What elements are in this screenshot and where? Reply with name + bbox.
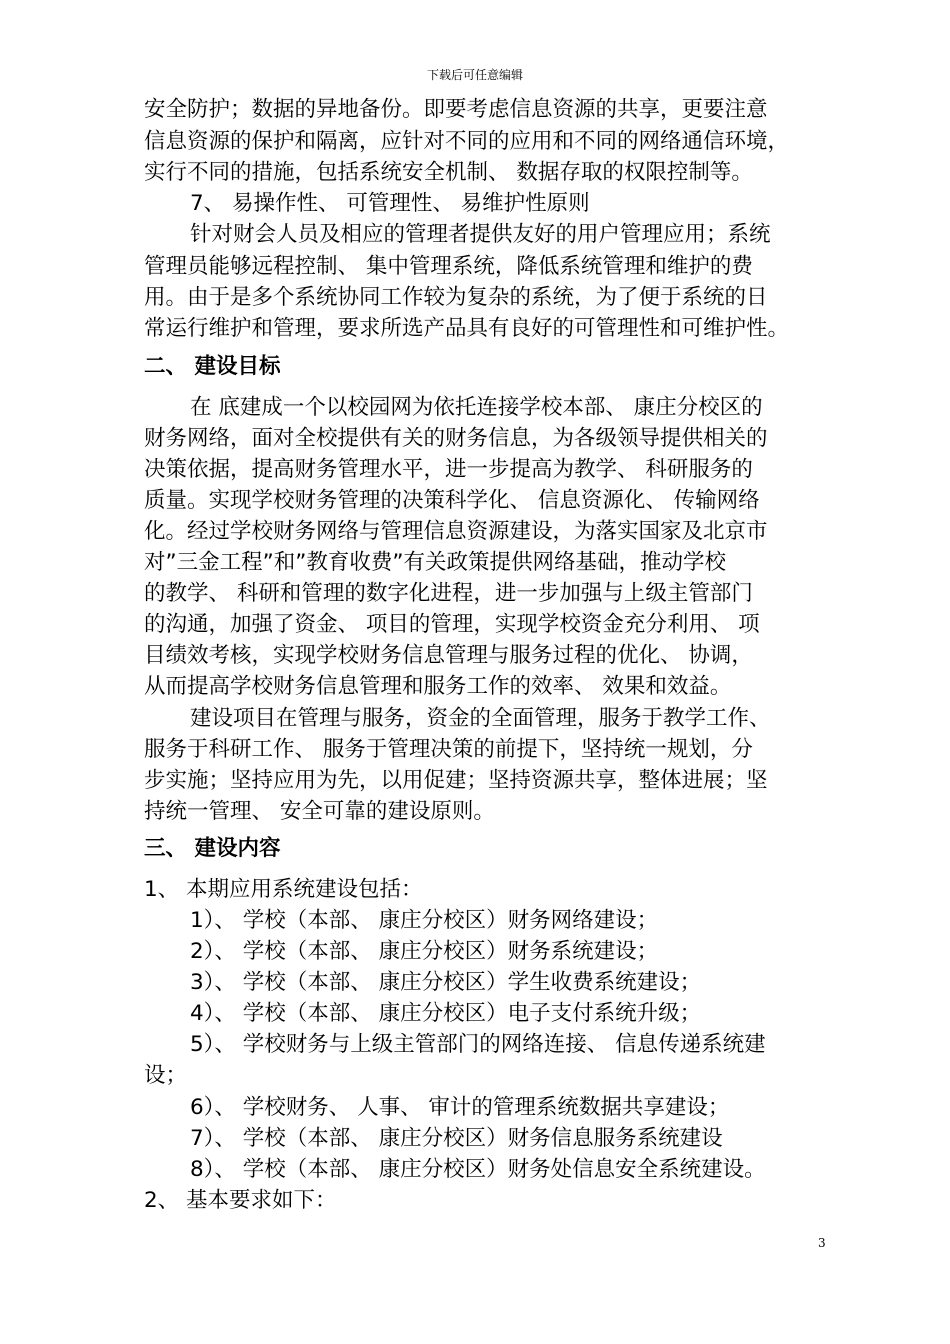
- text-line: 针对财会人员及相应的管理者提供友好的用户管理应用；系统: [190, 222, 771, 247]
- text-line: 步实施；坚持应用为先，以用促建；坚持资源共享，整体进展；坚: [144, 768, 768, 793]
- list-item: 设；: [144, 1063, 188, 1088]
- page-header: 下载后可任意编辑: [426, 68, 523, 82]
- section-heading: 三、 建设内容: [144, 836, 281, 861]
- list-item: 6）、 学校财务、 人事、 审计的管理系统数据共享建设；: [190, 1095, 730, 1120]
- text-line: 化。经过学校财务网络与管理信息资源建设，为落实国家及北京市: [144, 519, 768, 544]
- list-item: 5）、 学校财务与上级主管部门的网络连接、 信息传递系统建: [190, 1032, 766, 1057]
- text-line: 用。由于是多个系统协同工作较为复杂的系统，为了便于系统的日: [144, 285, 768, 310]
- text-line: 从而提高学校财务信息管理和服务工作的效率、 效果和效益。: [144, 674, 732, 699]
- text-line: 管理员能够远程控制、 集中管理系统，降低系统管理和维护的费: [144, 254, 753, 279]
- text-line: 对”三金工程”和”教育收费”有关政策提供网络基础，推动学校: [144, 550, 727, 575]
- text-line: 建设项目在管理与服务，资金的全面管理，服务于教学工作、: [190, 706, 771, 731]
- text-line: 质量。实现学校财务管理的决策科学化、 信息资源化、 传输网络: [144, 488, 760, 513]
- text-line: 7、 易操作性、 可管理性、 易维护性原则: [190, 191, 590, 216]
- text-line: 决策依据，提高财务管理水平，进一步提高为教学、 科研服务的: [144, 457, 753, 482]
- text-line: 目绩效考核，实现学校财务信息管理与服务过程的优化、 协调，: [144, 643, 753, 668]
- text-line: 财务网络，面对全校提供有关的财务信息，为各级领导提供相关的: [144, 426, 768, 451]
- text-line: 实行不同的措施，包括系统安全机制、 数据存取的权限控制等。: [144, 160, 753, 185]
- section-heading: 二、 建设目标: [144, 354, 281, 379]
- text-line: 在 底建成一个以校园网为依托连接学校本部、 康庄分校区的: [190, 395, 763, 420]
- text-line: 信息资源的保护和隔离，应针对不同的应用和不同的网络通信环境，: [144, 129, 790, 154]
- list-item: 1、 本期应用系统建设包括：: [144, 877, 423, 902]
- page-number: 3: [818, 1236, 826, 1250]
- text-line: 常运行维护和管理，要求所选产品具有良好的可管理性和可维护性。: [144, 316, 790, 341]
- text-line: 的沟通，加强了资金、 项目的管理，实现学校资金充分利用、 项: [144, 612, 760, 637]
- list-item: 2）、 学校（本部、 康庄分校区）财务系统建设；: [190, 939, 659, 964]
- text-line: 服务于科研工作、 服务于管理决策的前提下，坚持统一规划，分: [144, 737, 753, 762]
- list-item: 1）、 学校（本部、 康庄分校区）财务网络建设；: [190, 908, 659, 933]
- text-line: 持统一管理、 安全可靠的建设原则。: [144, 799, 495, 824]
- list-item: 2、 基本要求如下：: [144, 1188, 337, 1213]
- text-line: 安全防护；数据的异地备份。即要考虑信息资源的共享，更要注意: [144, 97, 768, 122]
- list-item: 7）、 学校（本部、 康庄分校区）财务信息服务系统建设: [190, 1126, 723, 1151]
- text-line: 的教学、 科研和管理的数字化进程，进一步加强与上级主管部门: [144, 581, 753, 606]
- list-item: 8）、 学校（本部、 康庄分校区）财务处信息安全系统建设。: [190, 1157, 766, 1182]
- list-item: 4）、 学校（本部、 康庄分校区）电子支付系统升级；: [190, 1001, 702, 1026]
- list-item: 3）、 学校（本部、 康庄分校区）学生收费系统建设；: [190, 970, 702, 995]
